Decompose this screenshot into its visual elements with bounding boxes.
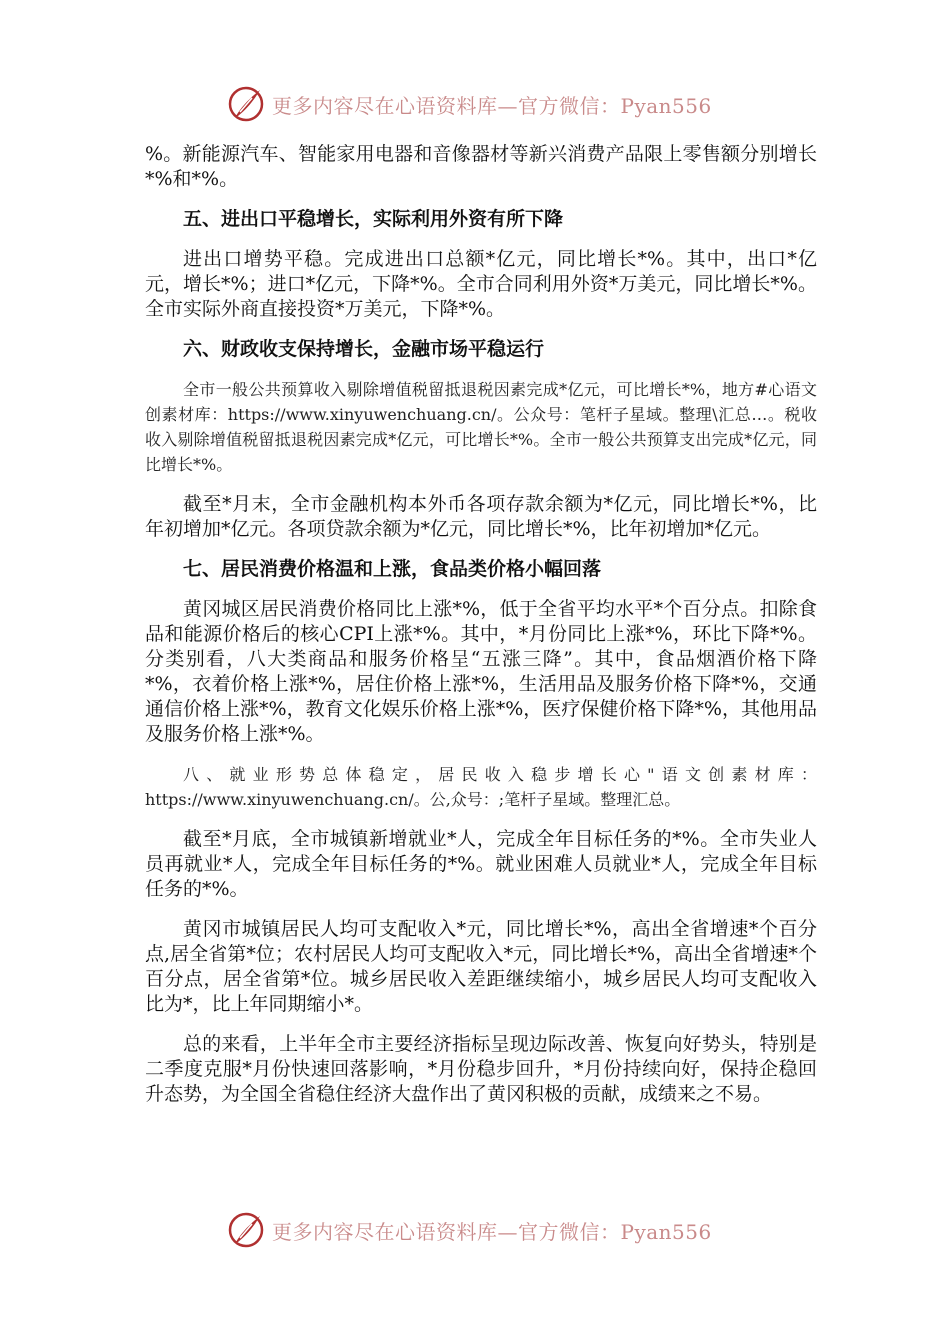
- paragraph: 截至*月底，全市城镇新增就业*人，完成全年目标任务的*%。全市失业人员再就业*人，完成全年目标任务的*%。就业困难人员就业*人，完成全年目标任务的*%。: [145, 828, 817, 900]
- paragraph: %。新能源汽车、智能家用电器和音像器材等新兴消费产品限上零售额分别增长*%和*%。: [145, 143, 817, 190]
- header-banner: [226, 84, 712, 124]
- document-body: [145, 142, 817, 1107]
- paragraph: 总的来看，上半年全市主要经济指标呈现边际改善、恢复向好势头，特别是二季度克服*月份快速回落影响，*月份稳步回升，*月份持续向好，保持企稳回升态势，为全国全省稳住经济大盘作出了黄冈积极的贡献，成绩来之不易。: [145, 1033, 817, 1105]
- paragraph: 全市一般公共预算收入剔除增值税留抵退税因素完成*亿元，可比增长*%，地方#心语文创素材库：https://www.xinyuwenchuang.cn/。公众号：笔杆子星域。整理\汇总…。税收收入剔除增值税留抵退税因素完成*亿元，可比增长*%。全市一般公共预算支出完成*亿元，同比增长*%。: [145, 380, 817, 474]
- feather-logo-icon: [226, 1210, 266, 1250]
- feather-logo-icon: [226, 84, 266, 124]
- banner-text: 更多内容尽在心语资料库—官方微信：Pyan556: [272, 93, 712, 118]
- banner-text: 更多内容尽在心语资料库—官方微信：Pyan556: [272, 1219, 712, 1244]
- section-heading-6: 六、财政收支保持增长，金融市场平稳运行: [183, 338, 545, 360]
- paragraph: 黄冈市城镇居民人均可支配收入*元，同比增长*%，高出全省增速*个百分点,居全省第*位；农村居民人均可支配收入*元，同比增长*%，高出全省增速*个百分点，居全省第*位。城乡居民收入差距继续缩小，城乡居民人均可支配收入比为*，比上年同期缩小*。: [145, 918, 817, 1015]
- footer-banner: [226, 1210, 712, 1250]
- section-heading-7: 七、居民消费价格温和上涨，食品类价格小幅回落: [183, 558, 602, 580]
- paragraph: 截至*月末，全市金融机构本外币各项存款余额为*亿元，同比增长*%，比年初增加*亿元。各项贷款余额为*亿元，同比增长*%，比年初增加*亿元。: [145, 493, 817, 540]
- section-heading-5: 五、进出口平稳增长，实际利用外资有所下降: [183, 208, 564, 230]
- paragraph: 进出口增势平稳。完成进出口总额*亿元，同比增长*%。其中，出口*亿元，增长*%；进口*亿元，下降*%。全市合同利用外资*万美元，同比增长*%。全市实际外商直接投资*万美元，下降*%。: [145, 248, 817, 320]
- paragraph: 八、就业形势总体稳定，居民收入稳步增长心"语文创素材库：https://www.xinyuwenchuang.cn/。公,众号：;笔杆子星域。整理汇总。: [145, 765, 817, 809]
- paragraph: 黄冈城区居民消费价格同比上涨*%，低于全省平均水平*个百分点。扣除食品和能源价格后的核心CPI上涨*%。其中，*月份同比上涨*%，环比下降*%。分类别看，八大类商品和服务价格呈“五涨三降”。其中，食品烟酒价格下降*%，衣着价格上涨*%，居住价格上涨*%，生活用品及服务价格下降*%，交通通信价格上涨*%，教育文化娱乐价格上涨*%，医疗保健价格下降*%，其他用品及服务价格上涨*%。: [145, 598, 817, 745]
